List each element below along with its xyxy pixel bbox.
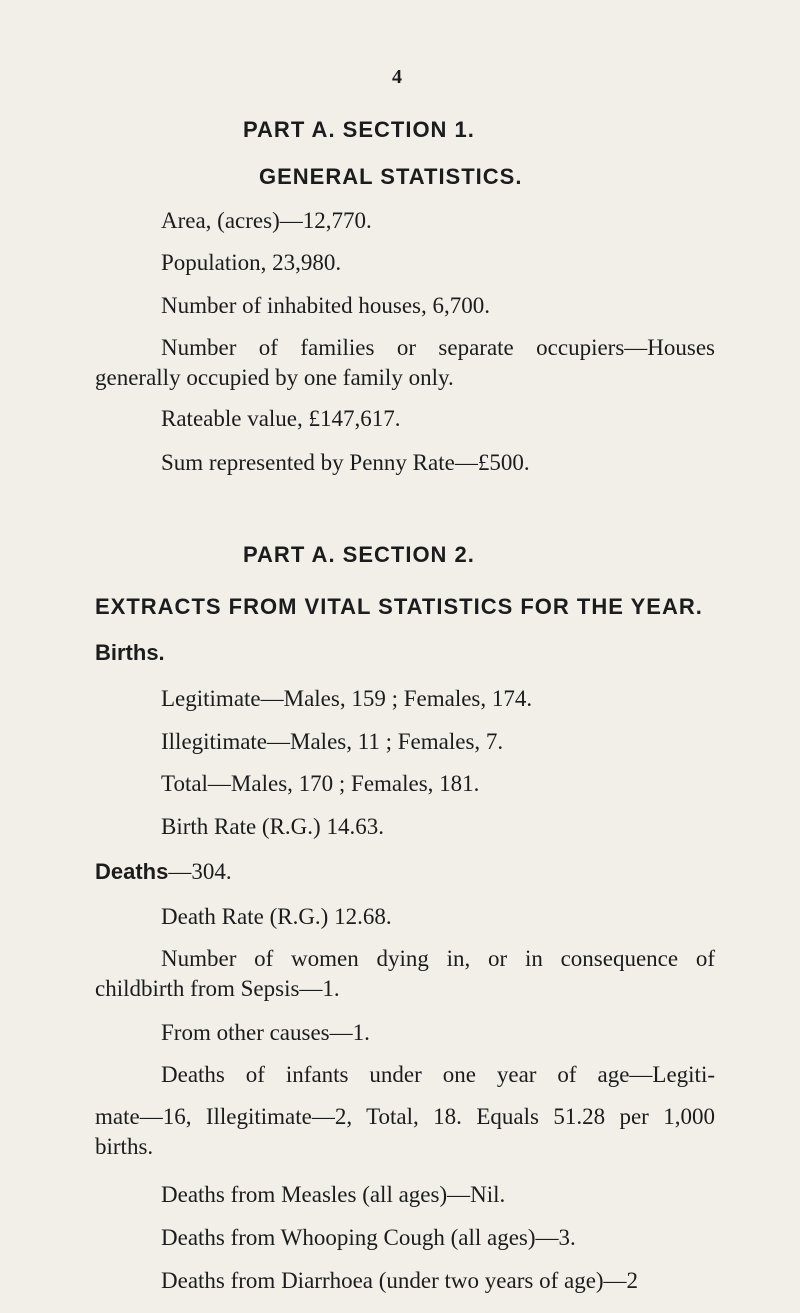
section1-heading: PART A. SECTION 1.	[243, 117, 475, 142]
measles-line: Deaths from Measles (all ages)—Nil.	[161, 1182, 506, 1207]
deaths-heading	[95, 859, 232, 885]
page-number: 4	[392, 66, 402, 88]
area-line: Area, (acres)—12,770.	[161, 208, 372, 233]
infants-line-1: Deaths of infants under one year of age—Legiti-	[161, 1062, 715, 1087]
section2-heading: PART A. SECTION 2.	[243, 542, 475, 567]
sepsis-line-1: Number of women dying in, or in consequence of	[161, 946, 715, 971]
births-label: Births.	[95, 640, 165, 665]
families-paragraph	[95, 333, 715, 393]
deaths-count: —304.	[168, 859, 232, 884]
penny-rate-line: Sum represented by Penny Rate—£500.	[161, 450, 530, 475]
families-line-1: Number of families or separate occupiers—Houses	[161, 335, 715, 360]
infants-line-2: mate—16, Illegitimate—2, Total, 18. Equals 51.28 per 1,000	[95, 1104, 715, 1129]
rateable-value-line: Rateable value, £147,617.	[161, 406, 401, 431]
infants-paragraph	[95, 1060, 715, 1162]
death-rate-line: Death Rate (R.G.) 12.68.	[161, 904, 392, 929]
population-line: Population, 23,980.	[161, 250, 342, 275]
whooping-cough-line: Deaths from Whooping Cough (all ages)—3.	[161, 1225, 576, 1250]
sepsis-line-2: childbirth from Sepsis—1.	[95, 976, 340, 1001]
section2-subheading: EXTRACTS FROM VITAL STATISTICS FOR THE YEAR.	[95, 594, 703, 619]
birth-rate-line: Birth Rate (R.G.) 14.63.	[161, 814, 384, 839]
births-illegitimate-line: Illegitimate—Males, 11 ; Females, 7.	[161, 729, 504, 754]
sepsis-paragraph	[95, 944, 715, 1004]
births-legitimate-line: Legitimate—Males, 159 ; Females, 174.	[161, 686, 533, 711]
infants-line-3: births.	[95, 1134, 154, 1159]
families-line-2: generally occupied by one family only.	[95, 365, 454, 390]
diarrhoea-line: Deaths from Diarrhoea (under two years of age)—2	[161, 1268, 639, 1293]
section1-subheading: GENERAL STATISTICS.	[259, 164, 523, 189]
other-causes-line: From other causes—1.	[161, 1020, 370, 1045]
births-total-line: Total—Males, 170 ; Females, 181.	[161, 771, 480, 796]
inhabited-houses-line: Number of inhabited houses, 6,700.	[161, 293, 490, 318]
deaths-label: Deaths	[95, 859, 169, 884]
